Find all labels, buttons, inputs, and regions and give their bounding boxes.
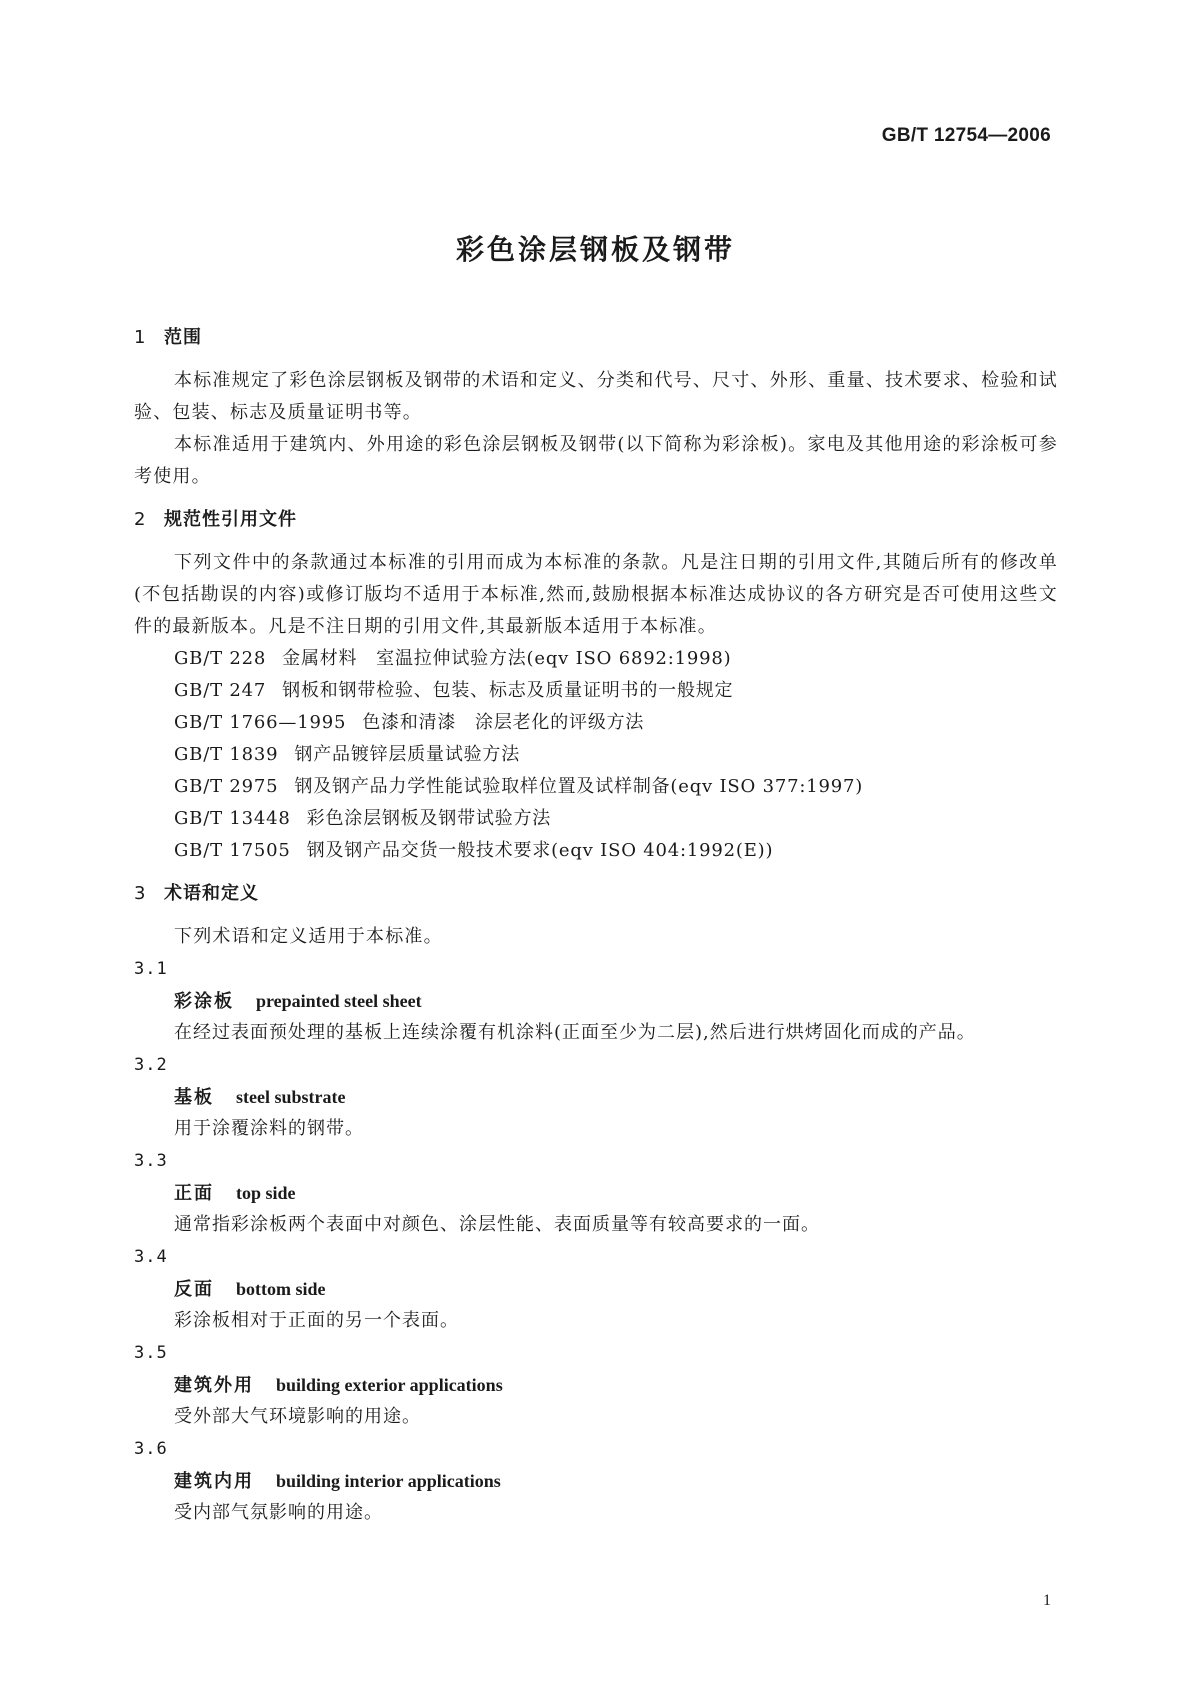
reference-title: 钢及钢产品力学性能试验取样位置及试样制备(eqv ISO 377:1997) bbox=[294, 776, 864, 797]
section-heading-terms-definitions bbox=[134, 879, 1058, 909]
term-number: 3.5 bbox=[134, 1343, 168, 1363]
term-definition: 用于涂覆涂料的钢带。 bbox=[174, 1118, 364, 1139]
section-number: 3 bbox=[134, 883, 147, 904]
section-title: 术语和定义 bbox=[164, 883, 259, 904]
reference-code: GB/T 247 bbox=[174, 680, 267, 701]
term-definition: 受内部气氛影响的用途。 bbox=[174, 1502, 383, 1523]
section-heading-scope bbox=[134, 323, 1058, 353]
term-entry bbox=[134, 1241, 1058, 1337]
term-definition: 通常指彩涂板两个表面中对颜色、涂层性能、表面质量等有较高要求的一面。 bbox=[174, 1214, 820, 1235]
reference-code: GB/T 1839 bbox=[174, 744, 279, 765]
term-title bbox=[134, 1273, 1058, 1305]
term-entry bbox=[134, 1337, 1058, 1433]
paragraph: 下列术语和定义适用于本标准。 bbox=[174, 926, 443, 947]
reference-item bbox=[134, 707, 1058, 739]
reference-title: 色漆和清漆 涂层老化的评级方法 bbox=[362, 712, 645, 733]
reference-code: GB/T 228 bbox=[174, 648, 267, 669]
reference-code: GB/T 1766—1995 bbox=[174, 712, 347, 733]
term-en: building exterior applications bbox=[276, 1375, 503, 1395]
section-title: 范围 bbox=[164, 327, 202, 348]
term-zh: 基板 bbox=[174, 1087, 214, 1108]
term-zh: 建筑外用 bbox=[174, 1375, 254, 1396]
document-title: 彩色涂层钢板及钢带 bbox=[455, 233, 735, 266]
section-heading-normative-references bbox=[134, 505, 1058, 535]
reference-title: 彩色涂层钢板及钢带试验方法 bbox=[306, 808, 552, 829]
paragraph: 下列文件中的条款通过本标准的引用而成为本标准的条款。凡是注日期的引用文件,其随后所有的修改单(不包括勘误的内容)或修订版均不适用于本标准,然而,鼓励根据本标准达成协议的各方研究是否可使用这些文件的最新版本。凡是不注日期的引用文件,其最新版本适用于本标准。 bbox=[134, 552, 1058, 637]
reference-title: 钢产品镀锌层质量试验方法 bbox=[294, 744, 521, 765]
reference-title: 钢板和钢带检验、包装、标志及质量证明书的一般规定 bbox=[282, 680, 734, 701]
reference-item bbox=[134, 643, 1058, 675]
term-en: bottom side bbox=[236, 1279, 326, 1299]
page-number: 1 bbox=[1043, 1592, 1051, 1609]
term-number: 3.1 bbox=[134, 959, 168, 979]
term-definition: 在经过表面预处理的基板上连续涂覆有机涂料(正面至少为二层),然后进行烘烤固化而成的产品。 bbox=[174, 1022, 976, 1043]
reference-code: GB/T 13448 bbox=[174, 808, 291, 829]
term-zh: 建筑内用 bbox=[174, 1471, 254, 1492]
reference-code: GB/T 2975 bbox=[174, 776, 279, 797]
paragraph: 本标准适用于建筑内、外用途的彩色涂层钢板及钢带(以下简称为彩涂板)。家电及其他用途的彩涂板可参考使用。 bbox=[134, 434, 1058, 487]
term-zh: 反面 bbox=[174, 1279, 214, 1300]
term-number: 3.3 bbox=[134, 1151, 168, 1171]
term-entry bbox=[134, 1145, 1058, 1241]
term-en: prepainted steel sheet bbox=[256, 991, 422, 1011]
term-title bbox=[134, 1369, 1058, 1401]
reference-item bbox=[134, 835, 1058, 867]
term-definition: 彩涂板相对于正面的另一个表面。 bbox=[174, 1310, 459, 1331]
term-number: 3.2 bbox=[134, 1055, 168, 1075]
document-body bbox=[134, 323, 1058, 1529]
section-number: 1 bbox=[134, 327, 147, 348]
reference-item bbox=[134, 771, 1058, 803]
term-title bbox=[134, 1081, 1058, 1113]
term-title bbox=[134, 1177, 1058, 1209]
term-zh: 彩涂板 bbox=[174, 991, 234, 1012]
reference-title: 金属材料 室温拉伸试验方法(eqv ISO 6892:1998) bbox=[282, 648, 732, 669]
term-title bbox=[134, 1465, 1058, 1497]
term-entry bbox=[134, 953, 1058, 1049]
reference-list bbox=[134, 643, 1058, 867]
reference-item bbox=[134, 675, 1058, 707]
term-en: top side bbox=[236, 1183, 296, 1203]
reference-code: GB/T 17505 bbox=[174, 840, 291, 861]
term-entry bbox=[134, 1433, 1058, 1529]
reference-item bbox=[134, 803, 1058, 835]
section-title: 规范性引用文件 bbox=[164, 509, 297, 530]
term-definition: 受外部大气环境影响的用途。 bbox=[174, 1406, 421, 1427]
term-title bbox=[134, 985, 1058, 1017]
term-number: 3.6 bbox=[134, 1439, 168, 1459]
section-number: 2 bbox=[134, 509, 147, 530]
term-en: steel substrate bbox=[236, 1087, 346, 1107]
standard-number: GB/T 12754—2006 bbox=[881, 125, 1051, 146]
reference-item bbox=[134, 739, 1058, 771]
term-zh: 正面 bbox=[174, 1183, 214, 1204]
term-number: 3.4 bbox=[134, 1247, 168, 1267]
term-en: building interior applications bbox=[276, 1471, 501, 1491]
reference-title: 钢及钢产品交货一般技术要求(eqv ISO 404:1992(E)) bbox=[306, 840, 774, 861]
paragraph: 本标准规定了彩色涂层钢板及钢带的术语和定义、分类和代号、尺寸、外形、重量、技术要求、检验和试验、包装、标志及质量证明书等。 bbox=[134, 370, 1058, 423]
term-entry bbox=[134, 1049, 1058, 1145]
